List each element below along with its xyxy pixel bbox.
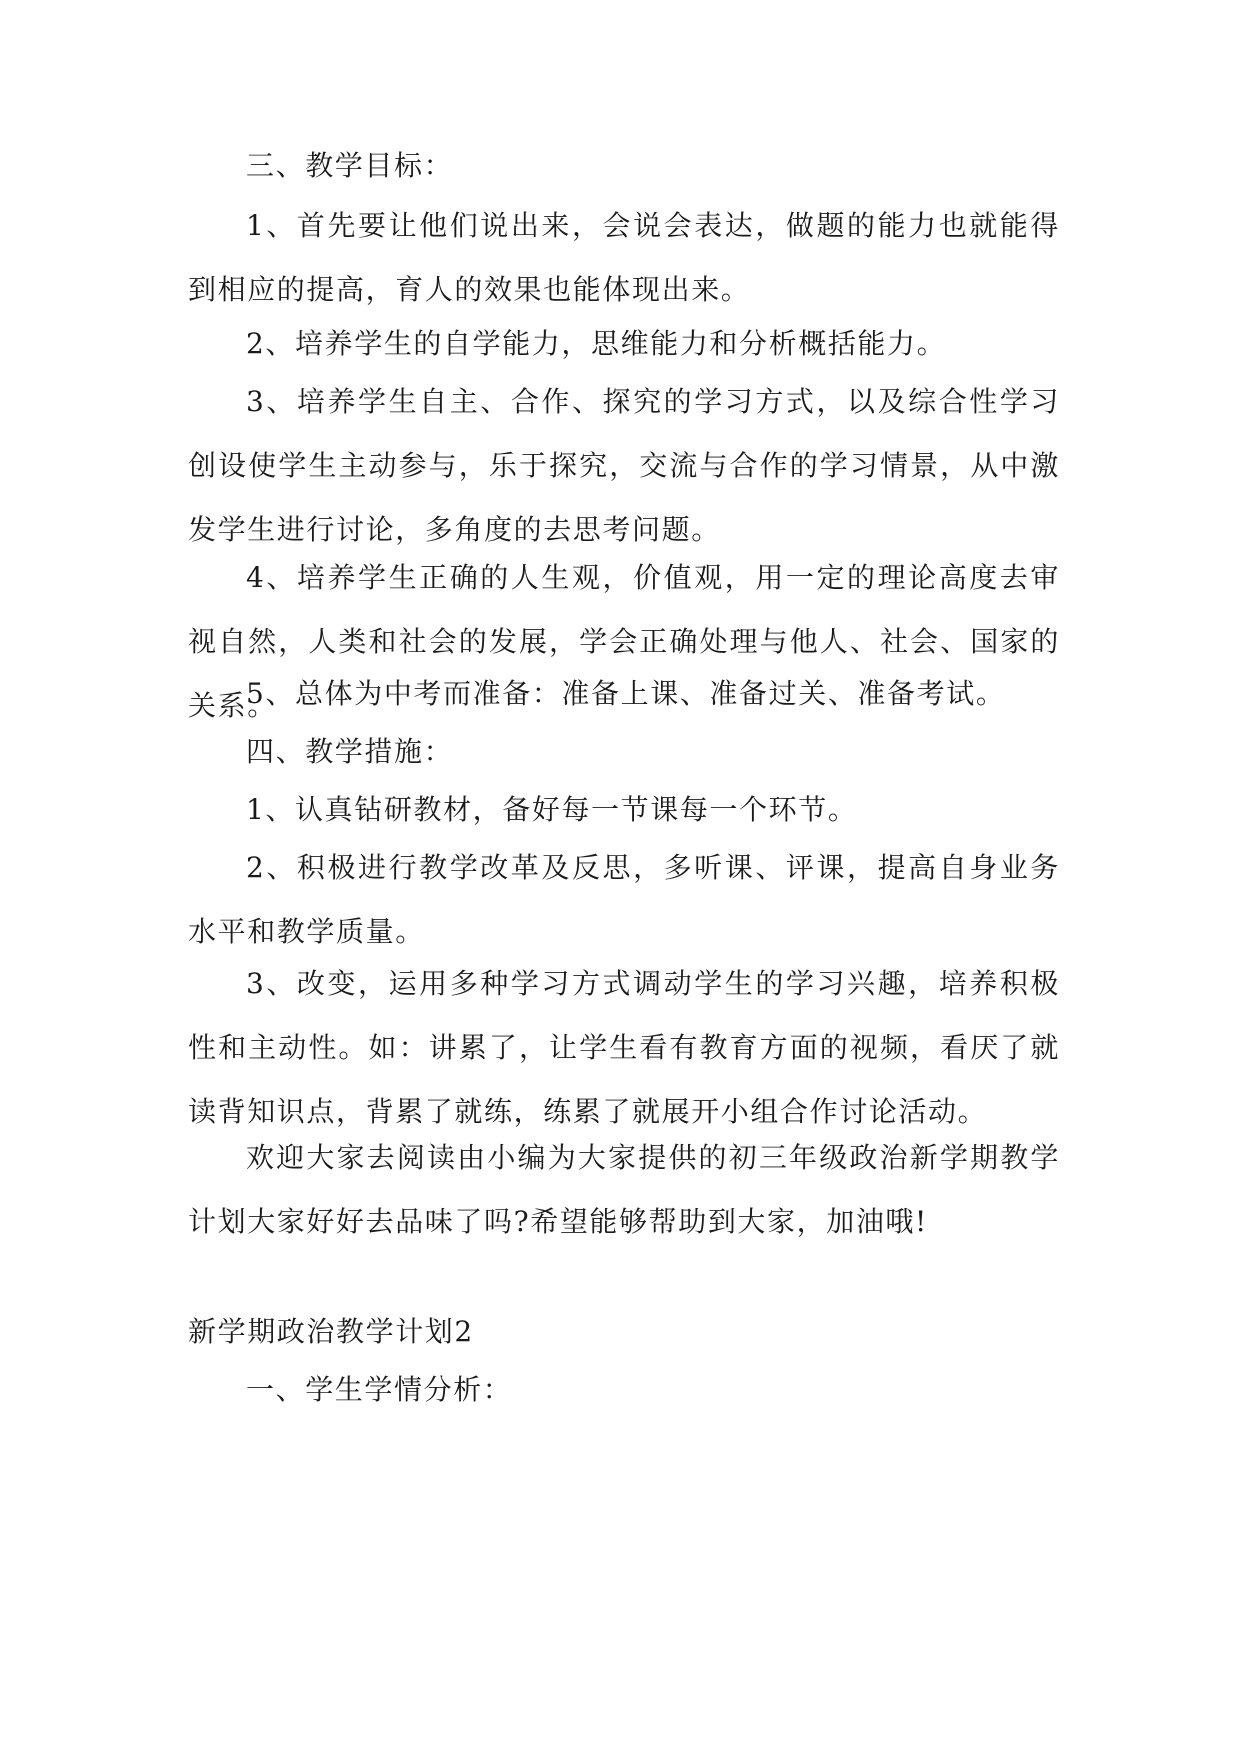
section-heading-student-analysis: 一、学生学情分析： <box>246 1373 513 1406</box>
section-heading-teaching-measures: 四、教学措施： <box>246 735 454 768</box>
measure-item-3: 3、改变，运用多种学习方式调动学生的学习兴趣，培养积极性和主动性。如：讲累了，让学生看有教育方面的视频，看厌了就读背知识点，背累了就练，练累了就展开小组合作讨论活动。 <box>188 967 1060 1128</box>
document-subtitle: 新学期政治教学计划2 <box>188 1315 474 1348</box>
goal-item-2: 2、培养学生的自学能力，思维能力和分析概括能力。 <box>246 327 947 360</box>
measure-item-2: 2、积极进行教学改革及反思，多听课、评课，提高自身业务水平和教学质量。 <box>188 851 1060 948</box>
goal-item-4: 4、培养学生正确的人生观，价值观，用一定的理论高度去审视自然，人类和社会的发展，学会正确处理与他人、社会、国家的关系。 <box>188 561 1060 722</box>
goal-item-3: 3、培养学生自主、合作、探究的学习方式，以及综合性学习创设使学生主动参与，乐于探究，交流与合作的学习情景，从中激发学生进行讨论，多角度的去思考问题。 <box>188 385 1060 546</box>
closing-paragraph: 欢迎大家去阅读由小编为大家提供的初三年级政治新学期教学计划大家好好去品味了吗?希望能够帮助到大家，加油哦! <box>188 1141 1060 1238</box>
goal-item-5: 5、总体为中考而准备：准备上课、准备过关、准备考试。 <box>246 677 1006 710</box>
section-heading-teaching-goals: 三、教学目标： <box>246 149 454 182</box>
goal-item-1: 1、首先要让他们说出来，会说会表达，做题的能力也就能得到相应的提高，育人的效果也能体现出来。 <box>188 209 1060 306</box>
measure-item-1: 1、认真钻研教材，备好每一节课每一个环节。 <box>246 793 858 826</box>
